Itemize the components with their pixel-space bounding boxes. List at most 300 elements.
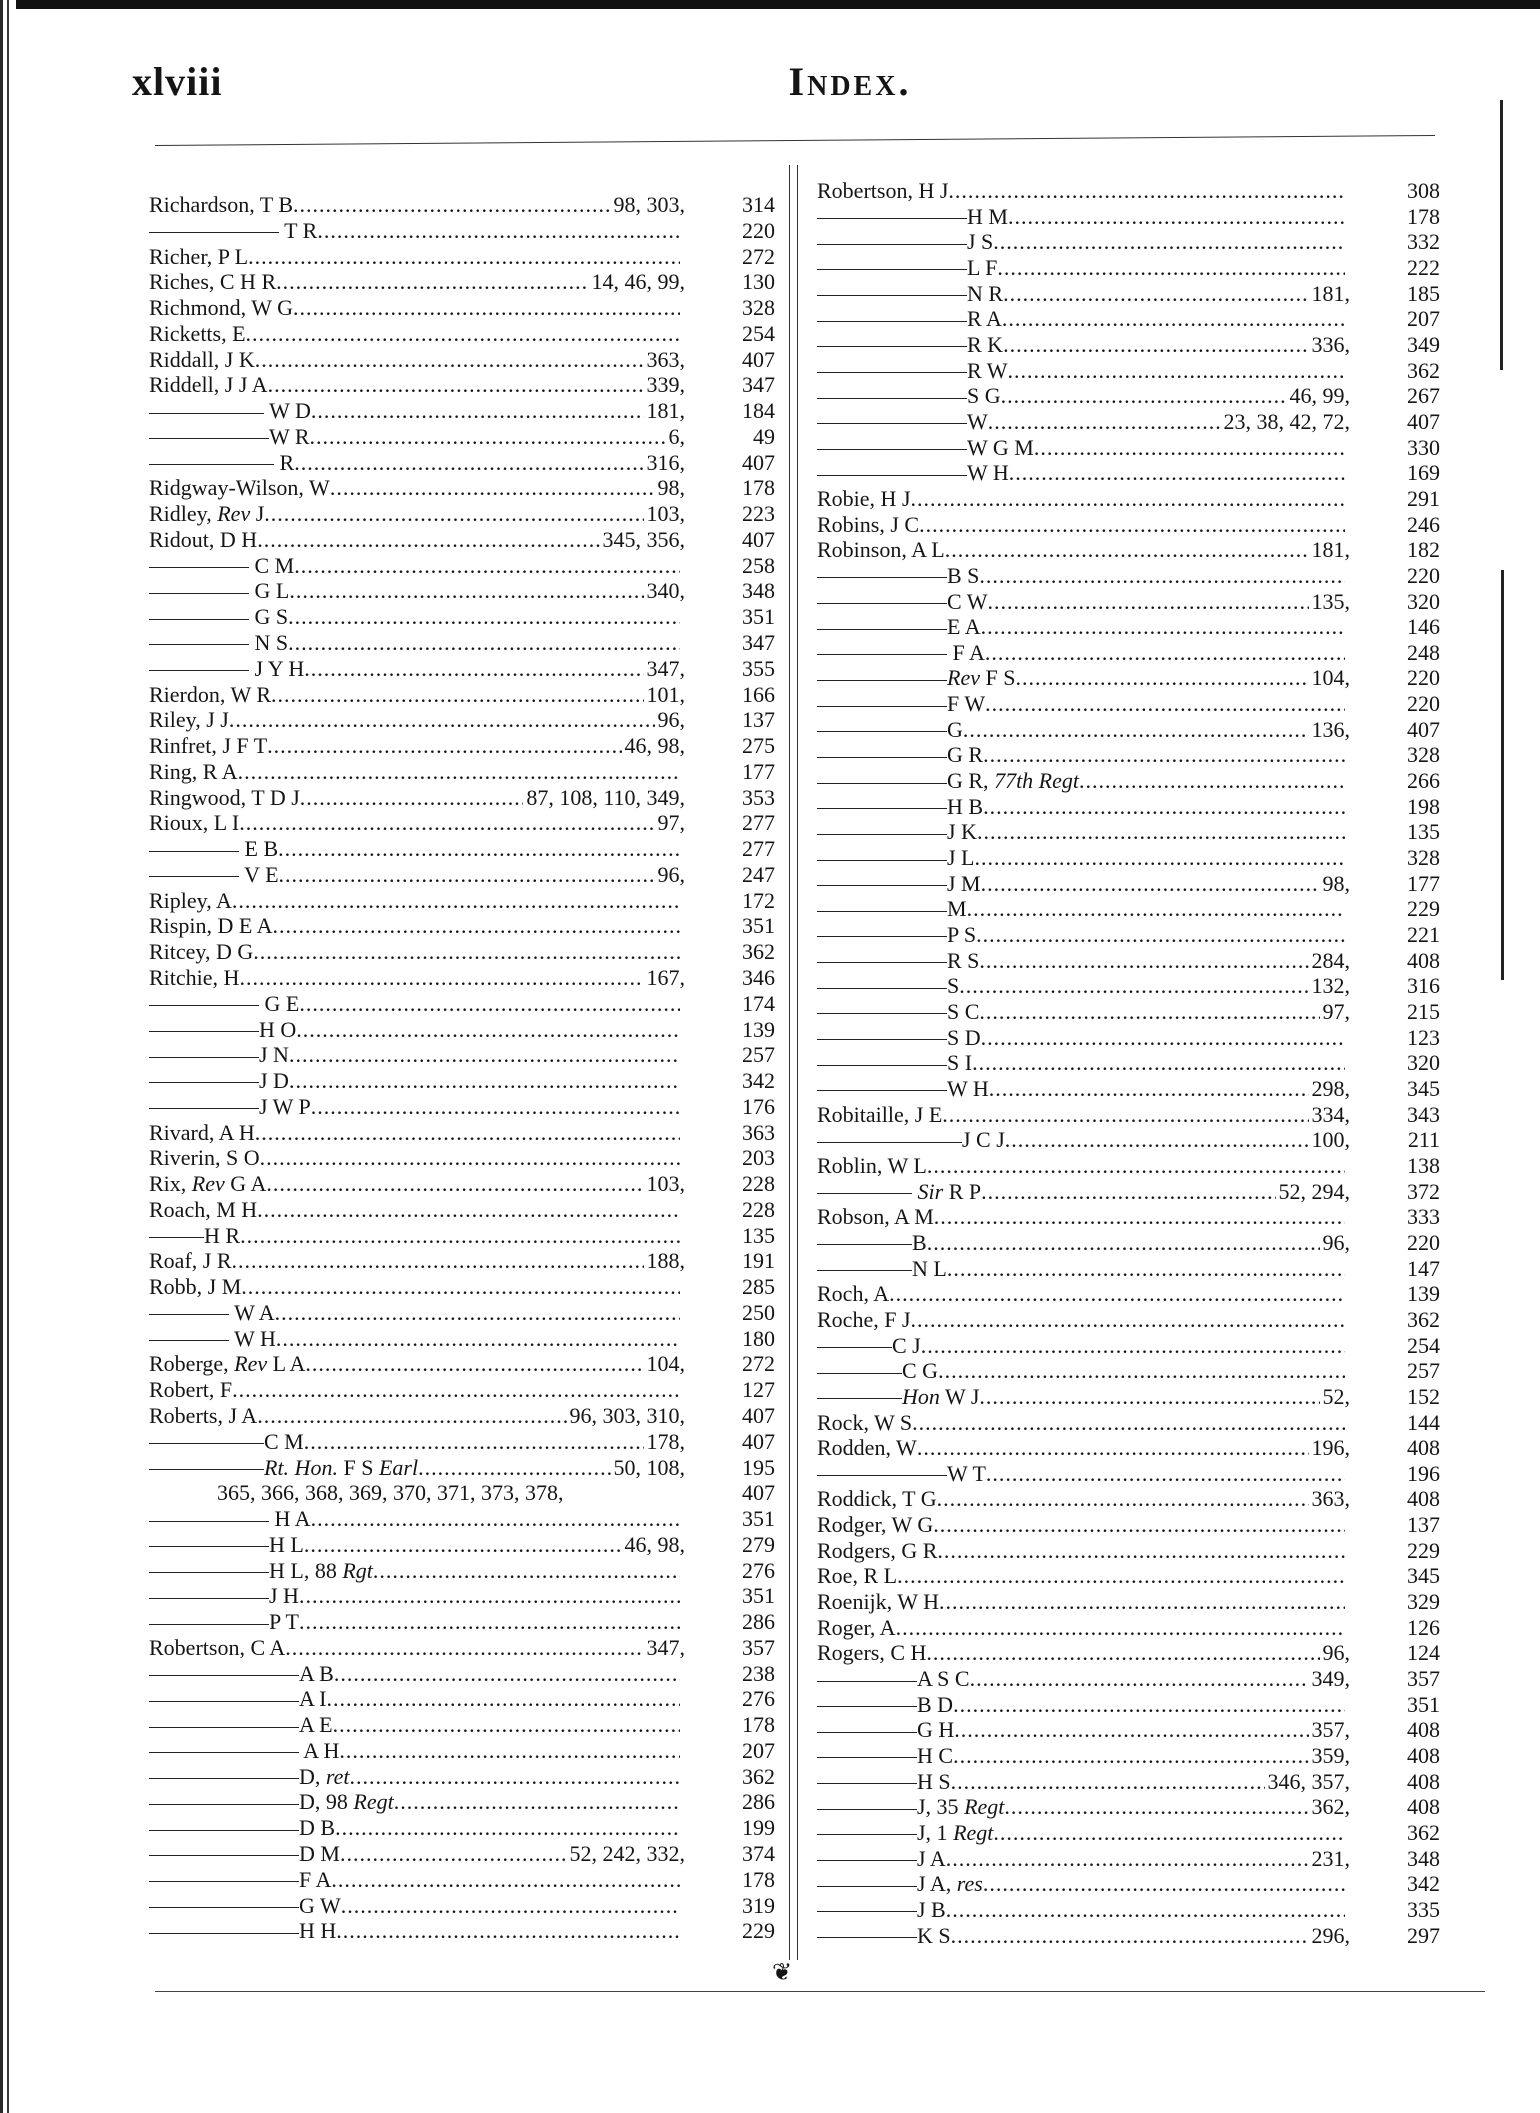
entry-name-text: G E <box>259 990 300 1016</box>
index-entry <box>817 845 1440 871</box>
ditto-rule <box>817 603 947 604</box>
index-entry <box>149 1300 775 1326</box>
entry-name-text: R K <box>967 331 1004 357</box>
entry-references: 363, <box>1309 1486 1351 1512</box>
entry-name-text: F S <box>979 665 1016 691</box>
ditto-rule <box>149 1778 299 1779</box>
entry-references: 96, <box>1320 1640 1351 1666</box>
entry-page-number: 258 <box>742 552 775 578</box>
entry-name <box>149 1815 680 1841</box>
entry-name <box>149 475 680 501</box>
ditto-rule <box>817 1732 917 1733</box>
entry-name-text: L F <box>967 254 998 280</box>
entry-page-number: 320 <box>1407 588 1440 614</box>
entry-references: 98, <box>655 475 686 501</box>
entry-name <box>817 1538 1345 1564</box>
ditto-rule <box>149 851 239 852</box>
entry-name <box>817 1563 1345 1589</box>
index-entry <box>149 527 775 553</box>
entry-name-text: Ringwood, T D J <box>149 784 300 810</box>
index-entry <box>817 665 1440 691</box>
index-entry <box>817 1435 1440 1461</box>
entry-references: 98, 303, <box>611 192 686 218</box>
entry-italic-text: Rev <box>191 1171 225 1197</box>
entry-page-number: 152 <box>1407 1383 1440 1409</box>
index-entry <box>817 1127 1440 1153</box>
entry-name-text: F W <box>947 691 986 717</box>
entry-name-text: Rodger, W G <box>817 1512 934 1538</box>
entry-references: 178, <box>644 1429 686 1455</box>
entry-name <box>817 1435 1345 1461</box>
entry-name <box>149 939 680 965</box>
entry-name <box>817 614 1345 640</box>
entry-name-text: Robitaille, J E <box>817 1101 943 1127</box>
entry-name <box>817 794 1345 820</box>
entry-name <box>149 1377 680 1403</box>
entry-name-text: Roenijk, W H <box>817 1589 940 1615</box>
entry-name <box>817 1486 1345 1512</box>
entry-page-number: 207 <box>1407 306 1440 332</box>
entry-page-number: 351 <box>1407 1691 1440 1717</box>
entry-page-number: 254 <box>1407 1332 1440 1358</box>
index-entry <box>817 537 1440 563</box>
entry-name-text: J L <box>947 845 975 871</box>
index-entry <box>817 204 1440 230</box>
entry-name-text: R P <box>943 1178 982 1204</box>
entry-page-number: 328 <box>1407 742 1440 768</box>
index-entry <box>817 1769 1440 1795</box>
index-entry <box>817 1512 1440 1538</box>
entry-page-number: 272 <box>742 243 775 269</box>
index-entry <box>817 1666 1440 1692</box>
entry-name-text: H B <box>947 793 984 819</box>
entry-page-number: 408 <box>1407 1717 1440 1743</box>
index-entry <box>149 1274 775 1300</box>
index-entry <box>149 1609 775 1635</box>
ditto-rule <box>817 1013 947 1014</box>
ditto-rule <box>817 1142 962 1143</box>
index-entry <box>817 1281 1440 1307</box>
entry-references: 136, <box>1309 717 1351 743</box>
index-entry <box>149 218 775 244</box>
entry-references: 363, <box>644 347 686 373</box>
index-entry <box>149 656 775 682</box>
entry-references: 46, 98, <box>622 1532 686 1558</box>
entry-page-number: 345 <box>1407 1075 1440 1101</box>
index-entry <box>149 1171 775 1197</box>
ditto-rule <box>149 1521 269 1522</box>
entry-page-number: 257 <box>742 1042 775 1068</box>
ditto-rule <box>149 1881 299 1882</box>
entry-name-text: E A <box>947 614 981 640</box>
entry-name-text: Richardson, T B <box>149 192 294 217</box>
entry-name-text: T R <box>279 217 318 243</box>
entry-name <box>149 1042 680 1068</box>
entry-page-number: 267 <box>1407 383 1440 409</box>
entry-page-number: 347 <box>742 372 775 398</box>
entry-name <box>149 1764 680 1790</box>
entry-page-number: 351 <box>742 604 775 630</box>
entry-name-text: H L, 88 <box>269 1557 343 1583</box>
entry-name-text: H H <box>299 1918 337 1944</box>
entry-name <box>817 1256 1345 1282</box>
entry-page-number: 353 <box>742 784 775 810</box>
entry-name <box>817 845 1345 871</box>
index-entry <box>149 1120 775 1146</box>
entry-name-text: L A <box>267 1351 306 1377</box>
index-entry <box>149 1712 775 1738</box>
index-entry <box>149 1429 775 1455</box>
entry-page-number: 332 <box>1407 229 1440 255</box>
entry-name <box>149 707 680 733</box>
entry-name <box>817 435 1345 461</box>
entry-name-text: Robertson, C A <box>149 1634 286 1660</box>
entry-name <box>149 295 680 321</box>
index-entry <box>149 913 775 939</box>
ditto-rule <box>817 1706 917 1707</box>
index-entry <box>149 785 775 811</box>
index-entry <box>149 1197 775 1223</box>
entry-page-number: 220 <box>1407 1229 1440 1255</box>
entry-italic-text: Hon <box>902 1383 940 1409</box>
entry-page-number: 308 <box>1407 178 1440 203</box>
ditto-rule <box>817 269 967 270</box>
entry-name <box>149 501 680 527</box>
entry-name <box>149 836 680 862</box>
entry-page-number: 198 <box>1407 793 1440 819</box>
entry-references: 135, <box>1309 589 1351 615</box>
entry-name-text: G H <box>917 1717 955 1743</box>
entry-name-text: Riddall, J K <box>149 346 255 372</box>
index-entry <box>817 1923 1440 1949</box>
entry-page-number: 407 <box>742 1480 775 1506</box>
entry-name <box>817 1717 1345 1743</box>
entry-page-number: 408 <box>1407 1435 1440 1461</box>
entry-name <box>149 1558 680 1584</box>
index-entry <box>149 1506 775 1532</box>
entry-name <box>817 665 1345 691</box>
index-entry <box>149 965 775 991</box>
entry-references: 103, <box>644 501 686 527</box>
ditto-rule <box>817 757 947 758</box>
entry-name-text: S G <box>967 383 1001 409</box>
index-entry <box>817 409 1440 435</box>
entry-page-number: 319 <box>742 1892 775 1918</box>
entry-name-text: G L <box>249 578 290 604</box>
entry-name <box>817 922 1345 948</box>
ditto-rule <box>817 1270 912 1271</box>
entry-page-number: 342 <box>742 1068 775 1094</box>
entry-page-number: 286 <box>742 1609 775 1635</box>
entry-references: 167, <box>644 965 686 991</box>
entry-name-text: A S C <box>917 1666 970 1692</box>
entry-references: 46, 99, <box>1287 383 1351 409</box>
entry-references: 334, <box>1309 1102 1351 1128</box>
entry-page-number: 199 <box>742 1815 775 1841</box>
index-column-left <box>149 192 775 1944</box>
entry-name <box>817 1923 1345 1949</box>
entry-references: 52, 294, <box>1276 1179 1351 1205</box>
entry-references: 346, 357, <box>1265 1769 1351 1795</box>
entry-name <box>149 1867 680 1893</box>
index-entry <box>149 1094 775 1120</box>
entry-page-number: 363 <box>742 1119 775 1145</box>
entry-page-number: 362 <box>1407 357 1440 383</box>
index-entry <box>817 640 1440 666</box>
index-entry <box>149 475 775 501</box>
index-entry <box>149 1223 775 1249</box>
entry-references: 181, <box>1309 281 1351 307</box>
entry-page-number: 220 <box>1407 665 1440 691</box>
entry-name-text: R A <box>967 306 1002 332</box>
entry-name <box>149 1712 680 1738</box>
entry-name <box>149 1686 680 1712</box>
entry-name <box>817 383 1345 409</box>
index-entry <box>817 1871 1440 1897</box>
page-title: Index. <box>788 59 912 104</box>
entry-name-text: G A <box>224 1171 267 1197</box>
entry-page-number: 178 <box>742 1866 775 1892</box>
index-entry <box>149 1867 775 1893</box>
ditto-rule <box>149 876 239 877</box>
index-entry <box>817 1486 1440 1512</box>
ditto-rule <box>817 475 967 476</box>
index-entry <box>817 1717 1440 1743</box>
entry-name <box>817 460 1345 486</box>
entry-name-text: V E <box>239 861 279 887</box>
entry-name <box>149 656 680 682</box>
ditto-rule <box>817 731 947 732</box>
entry-name-text: C M <box>249 552 295 578</box>
entry-name <box>149 1893 680 1919</box>
entry-name <box>817 819 1345 845</box>
entry-page-number: 177 <box>1407 870 1440 896</box>
entry-name <box>149 1609 680 1635</box>
entry-name-text: Riverin, S O <box>149 1145 260 1171</box>
index-entry <box>817 717 1440 743</box>
entry-references: 52, <box>1320 1384 1351 1410</box>
entry-name <box>817 358 1345 384</box>
entry-name <box>817 1025 1345 1051</box>
entry-name-text: Roe, R L <box>817 1563 898 1589</box>
ditto-rule <box>817 1809 917 1810</box>
ditto-rule <box>149 1804 299 1805</box>
ditto-rule <box>149 593 249 594</box>
entry-name-text: Robinson, A L <box>817 537 945 563</box>
entry-page-number: 343 <box>1407 1101 1440 1127</box>
page-edge-left <box>0 0 16 2113</box>
entry-name-text: S I <box>947 1050 973 1076</box>
entry-page-number: 357 <box>1407 1666 1440 1692</box>
entry-page-number: 276 <box>742 1686 775 1712</box>
entry-italic-text: Rev <box>947 665 980 691</box>
entry-name <box>817 1384 1345 1410</box>
entry-name <box>149 1197 680 1223</box>
entry-references: 340, <box>644 578 686 604</box>
entry-name-text: W D <box>264 398 311 424</box>
entry-name-text: C W <box>947 588 988 614</box>
entry-name <box>149 759 680 785</box>
entry-page-number: 277 <box>742 810 775 836</box>
entry-name <box>817 896 1345 922</box>
index-entry <box>817 563 1440 589</box>
ditto-rule <box>149 1546 269 1547</box>
entry-name <box>817 589 1345 615</box>
entry-name-text: J A <box>917 1845 946 1871</box>
entry-references: 97, <box>655 810 686 836</box>
entry-name-text: D, <box>299 1763 326 1789</box>
ditto-rule <box>149 1907 299 1908</box>
index-entry <box>149 991 775 1017</box>
entry-page-number: 407 <box>742 1402 775 1428</box>
index-entry <box>149 450 775 476</box>
entry-references: 104, <box>1309 665 1351 691</box>
index-entry <box>817 306 1440 332</box>
index-entry <box>817 1179 1440 1205</box>
entry-name <box>817 1281 1345 1307</box>
index-entry <box>149 347 775 373</box>
entry-page-number: 176 <box>742 1093 775 1119</box>
entry-name-text: W J <box>939 1383 980 1409</box>
entry-page-number: 146 <box>1407 614 1440 640</box>
entry-page-number: 351 <box>742 1506 775 1532</box>
entry-name <box>817 1794 1345 1820</box>
entry-italic-text: Regt <box>953 1820 994 1845</box>
entry-name-text: Rierdon, W R <box>149 681 272 707</box>
index-entry <box>149 1403 775 1429</box>
index-entry <box>149 939 775 965</box>
entry-name-text: J H <box>269 1583 299 1609</box>
entry-name-text: W <box>967 408 988 434</box>
entry-name-text: D B <box>299 1815 336 1841</box>
entry-name <box>149 733 680 759</box>
ditto-rule <box>149 1237 204 1238</box>
entry-page-number: 137 <box>1407 1512 1440 1538</box>
index-entry <box>149 1583 775 1609</box>
index-entry <box>149 1068 775 1094</box>
entry-name <box>149 1789 680 1815</box>
entry-name <box>817 1127 1345 1153</box>
entry-name <box>149 1918 680 1944</box>
entry-italic-text: Rt. Hon. <box>264 1454 338 1480</box>
index-entry <box>817 486 1440 512</box>
entry-name-text: W H <box>967 460 1009 486</box>
entry-page-number: 407 <box>1407 716 1440 742</box>
ditto-rule <box>149 1031 259 1032</box>
entry-name-text: Rivard, A H <box>149 1119 255 1145</box>
ditto-rule <box>149 1752 299 1753</box>
entry-page-number: 177 <box>742 758 775 784</box>
entry-name <box>149 1094 680 1120</box>
ditto-rule <box>149 1855 299 1856</box>
ditto-rule <box>149 1340 229 1341</box>
entry-page-number: 223 <box>742 501 775 527</box>
index-entry <box>149 733 775 759</box>
entry-name-text: 365, 366, 368, 369, 370, 371, 373, 378, <box>217 1480 564 1506</box>
ditto-rule <box>817 346 967 347</box>
entry-name <box>149 1532 680 1558</box>
entry-references: 284, <box>1309 948 1351 974</box>
entry-page-number: 166 <box>742 681 775 707</box>
entry-italic-text: Rgt <box>342 1557 373 1583</box>
entry-name-text: Roch, A <box>817 1281 890 1307</box>
entry-name-text: Ripley, A <box>149 887 232 913</box>
index-entry <box>817 255 1440 281</box>
entry-page-number: 139 <box>1407 1281 1440 1307</box>
entry-name-text: Rodden, W <box>817 1435 917 1461</box>
entry-page-number: 184 <box>742 398 775 424</box>
entry-name <box>149 450 680 476</box>
index-entry <box>817 1846 1440 1872</box>
entry-references: 50, 108, <box>611 1455 686 1481</box>
entry-page-number: 408 <box>1407 947 1440 973</box>
entry-name <box>817 1512 1345 1538</box>
footer-rule <box>155 1991 1485 1992</box>
index-entry <box>149 1686 775 1712</box>
entry-name-text: W R <box>269 423 310 449</box>
entry-name-text: B D <box>917 1691 954 1717</box>
entry-name-text: H R <box>204 1222 241 1248</box>
entry-name <box>817 229 1345 255</box>
entry-italic-text: Earl <box>378 1454 419 1480</box>
index-entry <box>149 1789 775 1815</box>
entry-name-text: M <box>947 896 967 922</box>
ditto-rule <box>817 218 967 219</box>
entry-name-text: G R <box>947 742 984 768</box>
ditto-rule <box>817 1347 892 1348</box>
entry-page-number: 408 <box>1407 1486 1440 1512</box>
index-entry <box>149 1017 775 1043</box>
entry-page-number: 374 <box>742 1841 775 1866</box>
ditto-rule <box>817 1834 917 1835</box>
entry-references: 96, <box>655 862 686 888</box>
ditto-rule <box>149 1469 264 1470</box>
entry-name-text: Ridout, D H <box>149 526 258 552</box>
entry-name-text: Robins, J C <box>817 511 920 537</box>
index-entry <box>149 1248 775 1274</box>
entry-page-number: 169 <box>1407 460 1440 486</box>
entry-name <box>149 1223 680 1249</box>
entry-page-number: 220 <box>1407 691 1440 717</box>
entry-page-number: 49 <box>753 423 775 449</box>
entry-name-text: Ritcey, D G <box>149 939 254 965</box>
entry-name <box>149 1248 680 1274</box>
index-entry <box>817 1615 1440 1641</box>
entry-name-text: N L <box>912 1255 947 1281</box>
ditto-rule <box>817 1757 917 1758</box>
entry-page-number: 272 <box>742 1351 775 1377</box>
entry-name-text: Rodgers, G R <box>817 1537 938 1563</box>
entry-name <box>817 691 1345 717</box>
ditto-rule <box>149 1314 229 1315</box>
ditto-rule <box>817 1398 902 1399</box>
entry-name-text: J Y H <box>249 655 305 681</box>
entry-name <box>817 1692 1345 1718</box>
entry-name <box>817 563 1345 589</box>
column-divider <box>797 165 798 1960</box>
index-entry <box>817 819 1440 845</box>
entry-page-number: 275 <box>742 733 775 759</box>
entry-name <box>149 1326 680 1352</box>
entry-page-number: 229 <box>742 1918 775 1944</box>
entry-name-text: Ricketts, E <box>149 320 246 346</box>
ditto-rule <box>149 1572 269 1573</box>
index-entry <box>817 742 1440 768</box>
ditto-rule <box>817 1681 917 1682</box>
entry-name-text: A B <box>299 1660 334 1686</box>
entry-name <box>817 1666 1345 1692</box>
entry-page-number: 247 <box>742 861 775 887</box>
